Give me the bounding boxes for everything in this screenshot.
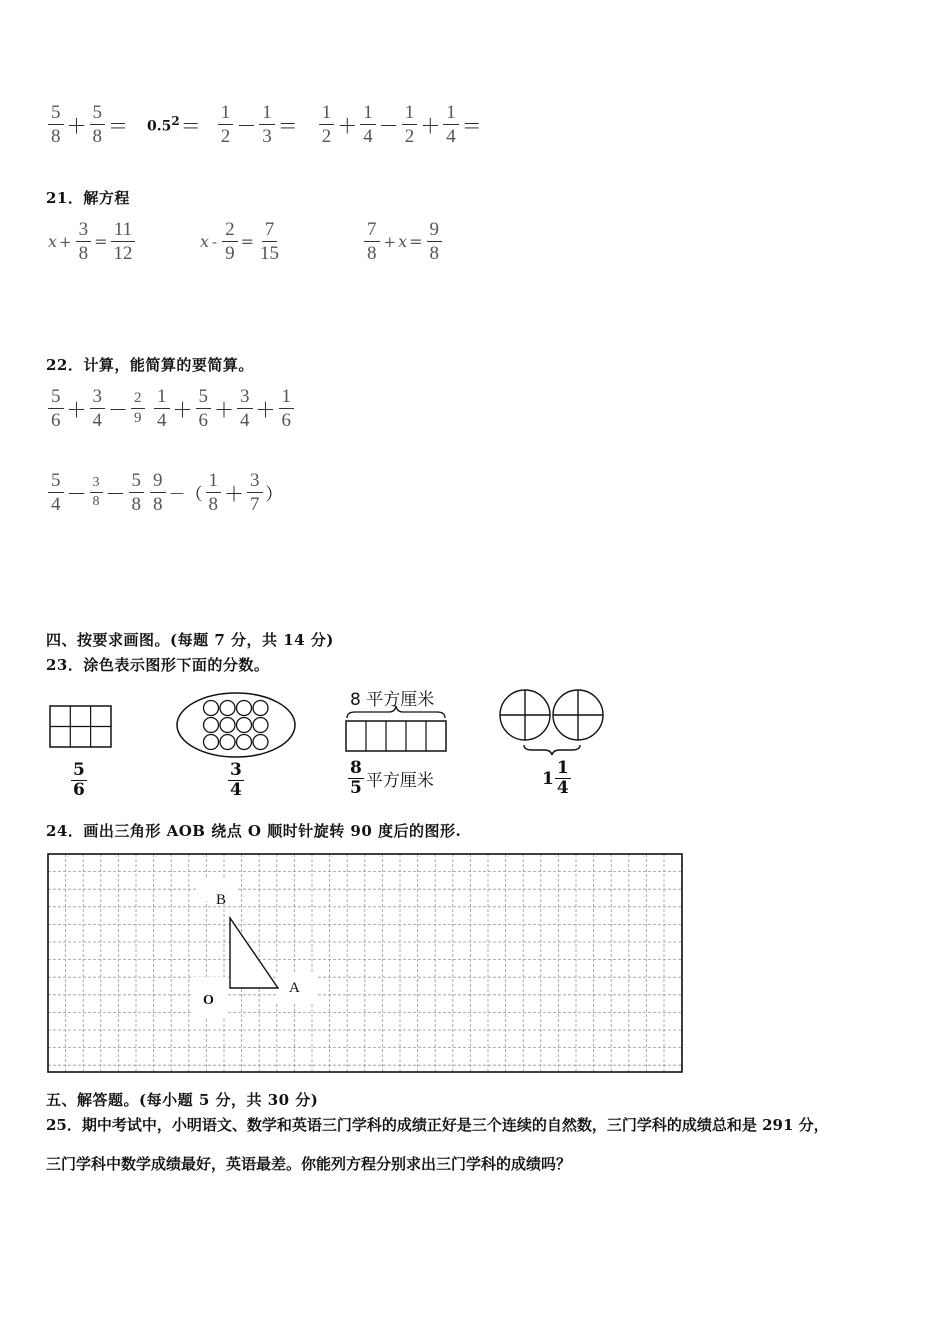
calc-expression-1: $\frac{5}{6}$ ＋ $\frac{3}{4}$ － $\frac{2}{9}$ (46, 387, 147, 430)
point-o-label: O (203, 993, 214, 1008)
fraction: $\frac{9}{8}$ (427, 220, 443, 263)
calc-expression-4: $\frac{9}{8}$ －（ $\frac{1}{8}$ ＋ $\frac{3}{7}$ ） (148, 471, 284, 514)
fraction: $\frac{7}{8}$ (364, 220, 380, 263)
fraction: $\frac{5}{8}$ (90, 103, 106, 146)
fraction: $\frac{2}{9}$ (222, 220, 238, 263)
equals-sign: ＝ (180, 114, 201, 138)
fraction: $\frac{1}{3}$ (259, 103, 275, 146)
grid-rectangle-figure (48, 704, 114, 750)
fraction: $\frac{1}{2}$ (218, 103, 234, 146)
fraction: $\frac{3}{8}$ (76, 220, 92, 263)
operator: － (236, 114, 257, 138)
figure-4-mixed-number: 1 $\frac{1}{4}$ (542, 758, 569, 798)
operator: － (378, 114, 399, 138)
fraction: $\frac{1}{4}$ (360, 103, 376, 146)
fraction: $\frac{1}{2}$ (402, 103, 418, 146)
operator: ＋ (66, 114, 87, 138)
ellipse-circles-figure (174, 690, 298, 760)
operator: ＋ (420, 114, 441, 138)
fraction: $\frac{7}{15}$ (260, 219, 280, 264)
calc-expression-3: $\frac{5}{4}$ － $\frac{3}{8}$ － $\frac{5}{8}$ (46, 471, 146, 514)
power-expression: $0.5^2$ (147, 114, 180, 135)
point-b-label: B (216, 892, 227, 908)
figure-3-fraction: $\frac{8}{5}$ 平方厘米 (350, 758, 434, 798)
equals-sign: ＝ (108, 114, 128, 138)
equation-2: x - $\frac{2}{9}$ = $\frac{7}{15}$ (200, 220, 284, 263)
section-5-title: 五、解答题。(每小题 5 分，共 30 分) (46, 1091, 319, 1109)
question-25-line-2: 三门学科中数学成绩最好，英语最差。你能列方程分别求出三门学科的成绩吗？ (46, 1155, 572, 1173)
equals-sign: ＝ (277, 114, 298, 138)
quartered-circles-figure (496, 687, 608, 759)
equation-1: x + $\frac{3}{8}$ = $\frac{11}{12}$ (48, 220, 138, 263)
oral-calc-row (46, 103, 483, 146)
figure-1-fraction: $\frac{5}{6}$ (73, 760, 85, 800)
section-4-title: 四、按要求画图。(每题 7 分，共 14 分) (46, 631, 334, 649)
fraction: $\frac{1}{2}$ (319, 103, 335, 146)
fraction: $\frac{5}{8}$ (48, 103, 64, 146)
equation-3: $\frac{7}{8}$ + x = $\frac{9}{8}$ (362, 220, 444, 263)
fraction: $\frac{1}{4}$ (443, 103, 459, 146)
equals-sign: ＝ (461, 114, 482, 138)
figure-2-fraction: $\frac{3}{4}$ (230, 760, 242, 800)
strip-rectangle-figure (343, 704, 449, 754)
rotation-grid (46, 852, 686, 1076)
question-21-title: 21．解方程 (46, 189, 130, 207)
figure-3-top-label: 8 平方厘米 (350, 690, 435, 710)
question-23-title: 23．涂色表示图形下面的分数。 (46, 656, 270, 674)
fraction: $\frac{11}{12}$ (111, 220, 136, 263)
question-25-line-1: 25．期中考试中，小明语文、数学和英语三门学科的成绩正好是三个连续的自然数，三门学科的成绩总和是 291 分， (46, 1116, 829, 1134)
point-a-label: A (289, 980, 300, 996)
calc-expression-2: $\frac{1}{4}$ ＋ $\frac{5}{6}$ ＋ $\frac{3}{4}$ ＋ $\frac{1}{6}$ (152, 387, 296, 430)
question-24-title: 24．画出三角形 AOB 绕点 O 顺时针旋转 90 度后的图形. (46, 822, 462, 840)
question-22-title: 22．计算，能简算的要简算。 (46, 356, 254, 374)
operator: ＋ (337, 114, 358, 138)
